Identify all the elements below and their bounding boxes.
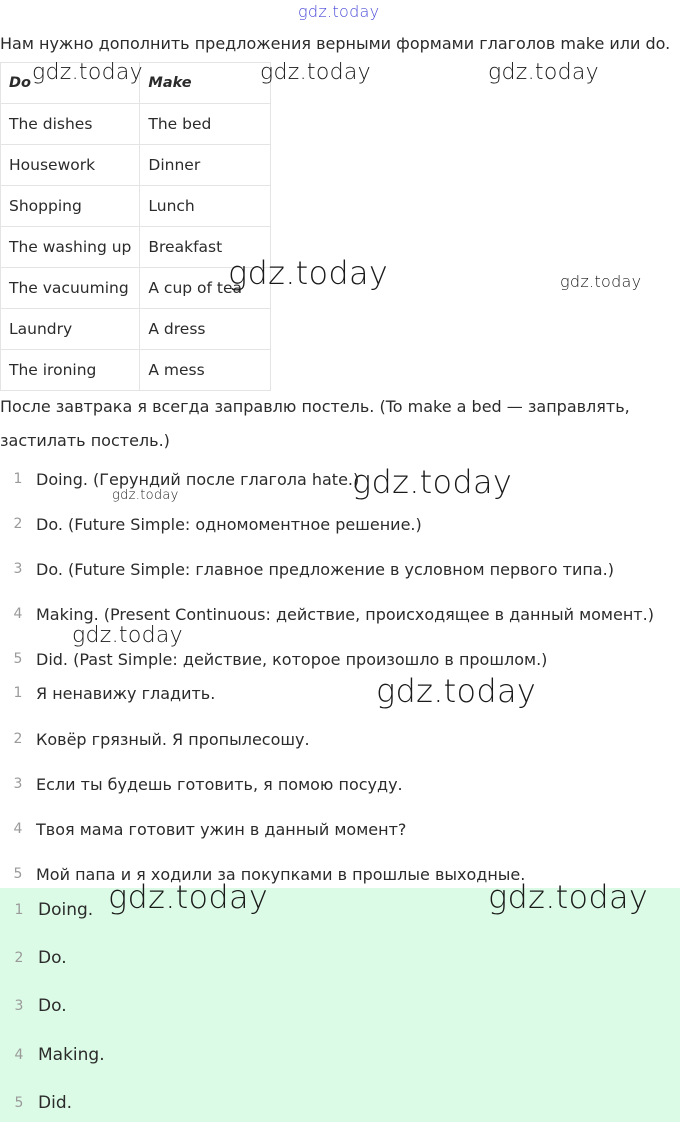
cell-do: Laundry <box>1 309 140 350</box>
cell-make: A dress <box>140 309 271 350</box>
item-number: 2 <box>13 731 23 747</box>
table-row <box>1 350 271 391</box>
verbs-table <box>0 62 271 391</box>
header-make: Make <box>140 63 271 104</box>
list-item <box>0 769 403 799</box>
item-text: Do. <box>38 996 67 1016</box>
item-number: 4 <box>13 606 23 622</box>
cell-do: Shopping <box>1 186 140 227</box>
item-number: 5 <box>14 1095 24 1111</box>
cell-make: Dinner <box>140 145 271 186</box>
item-number: 5 <box>13 651 23 667</box>
watermark: gdz.today <box>108 878 269 916</box>
item-number: 4 <box>13 821 23 837</box>
list-item <box>0 644 547 674</box>
answer-item <box>0 991 67 1021</box>
item-number: 1 <box>14 902 24 918</box>
watermark: gdz.today <box>72 623 183 648</box>
list-item <box>0 724 310 754</box>
item-text: Doing. (Герундий после глагола hate.) <box>36 469 360 489</box>
item-number: 3 <box>14 998 24 1014</box>
item-number: 2 <box>14 950 24 966</box>
example-line-1: После завтрака я всегда заправлю постель. (To make a bed — заправлять, <box>0 397 630 416</box>
cell-do: The ironing <box>1 350 140 391</box>
watermark: gdz.today <box>112 488 179 503</box>
cell-make: A cup of tea <box>140 268 271 309</box>
item-number: 2 <box>13 516 23 532</box>
cell-do: Housework <box>1 145 140 186</box>
list-item <box>0 814 406 844</box>
watermark: gdz.today <box>298 2 380 21</box>
answer-item <box>0 1088 72 1118</box>
cell-make: A mess <box>140 350 271 391</box>
item-number: 3 <box>13 561 23 577</box>
item-number: 1 <box>13 685 23 701</box>
table-row <box>1 309 271 350</box>
item-text: Твоя мама готовит ужин в данный момент? <box>36 819 407 839</box>
answers-block <box>0 888 680 1122</box>
list-item <box>0 464 359 494</box>
watermark: gdz.today <box>228 254 389 292</box>
item-text: Do. <box>38 948 67 968</box>
item-text: Did. (Past Simple: действие, которое произошло в прошлом.) <box>36 649 548 669</box>
table-row <box>1 104 271 145</box>
watermark: gdz.today <box>352 463 513 501</box>
watermark: gdz.today <box>32 60 143 85</box>
header-do: Do <box>1 63 140 104</box>
list-item <box>0 509 422 539</box>
item-text: Making. (Present Continuous: действие, происходящее в данный момент.) <box>36 604 654 624</box>
cell-make: Lunch <box>140 186 271 227</box>
watermark: gdz.today <box>376 672 537 710</box>
item-number: 3 <box>13 776 23 792</box>
answer-item <box>0 895 93 925</box>
item-text: Do. (Future Simple: одномоментное решение.) <box>36 514 422 534</box>
item-number: 4 <box>14 1047 24 1063</box>
item-number: 1 <box>13 471 23 487</box>
list-item <box>0 678 215 708</box>
item-text: Doing. <box>38 900 94 920</box>
example-line-2: застилать постель.) <box>0 431 170 450</box>
table-row <box>1 145 271 186</box>
watermark: gdz.today <box>488 60 599 85</box>
item-number: 5 <box>13 866 23 882</box>
item-text: Мой папа и я ходили за покупками в прошлые выходные. <box>36 864 526 884</box>
item-text: Making. <box>38 1045 105 1065</box>
answer-item <box>0 1040 105 1070</box>
item-text: Did. <box>38 1093 73 1113</box>
item-text: Если ты будешь готовить, я помою посуду. <box>36 774 403 794</box>
watermark: gdz.today <box>560 272 642 291</box>
cell-do: The vacuuming <box>1 268 140 309</box>
watermark: gdz.today <box>260 60 371 85</box>
watermark: gdz.today <box>488 878 649 916</box>
list-item <box>0 554 614 584</box>
item-text: Я ненавижу гладить. <box>36 683 216 703</box>
cell-do: The dishes <box>1 104 140 145</box>
answer-item <box>0 943 67 973</box>
item-text: Do. (Future Simple: главное предложение в условном первого типа.) <box>36 559 614 579</box>
cell-do: The washing up <box>1 227 140 268</box>
item-text: Ковёр грязный. Я пропылесошу. <box>36 729 310 749</box>
intro-text: Нам нужно дополнить предложения верными формами глаголов make или do. <box>0 34 671 53</box>
cell-make: The bed <box>140 104 271 145</box>
table-row <box>1 186 271 227</box>
cell-make: Breakfast <box>140 227 271 268</box>
